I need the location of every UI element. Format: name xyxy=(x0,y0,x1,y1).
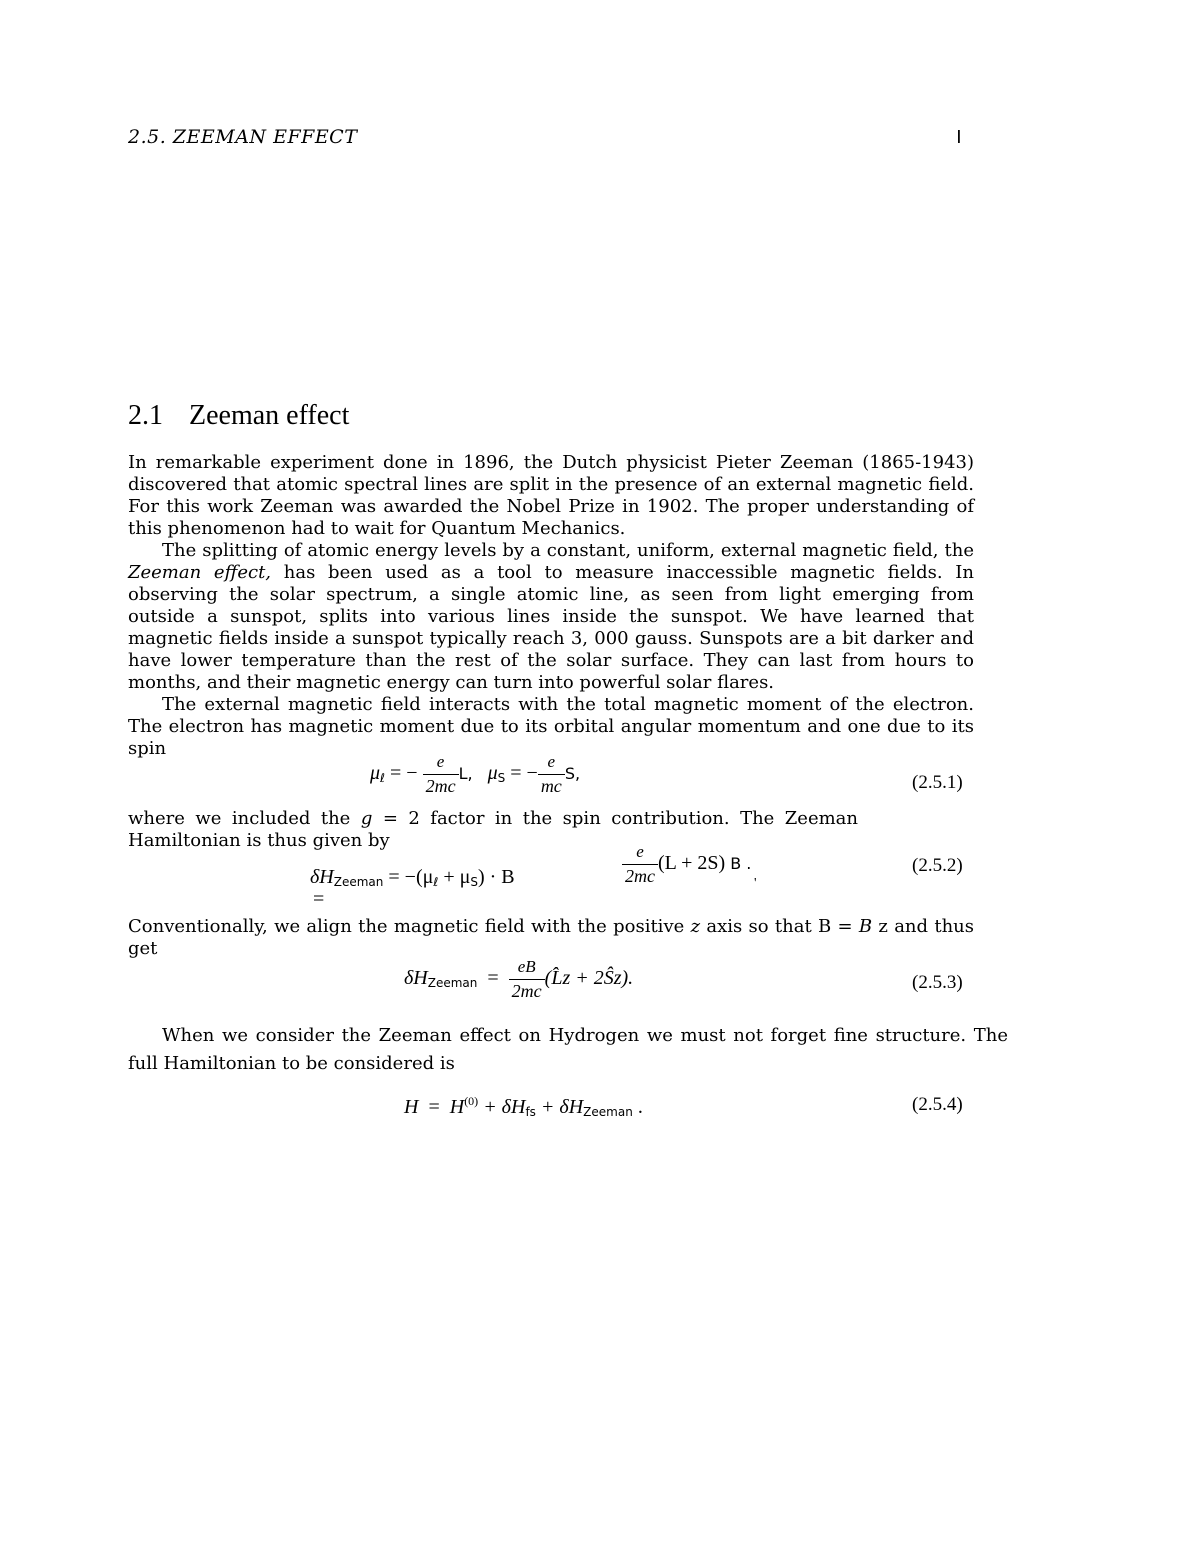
equation-2-5-4: $H = H^{(0)} + \delta H_{fs} + \delta H_{Zeeman}$ . xyxy=(404,1094,643,1119)
section-heading xyxy=(128,400,349,432)
emphasis: Zeeman effect, xyxy=(128,562,272,583)
paragraph: The splitting of atomic energy levels by a constant, uniform, external magnetic field, the Zeeman effect, has been used as a tool to measure inaccessible magnetic fields. In observing the solar spectrum, a single atomic line, as seen from light emerging from outside a sunspot, splits into various lines inside the sunspot. We have learned that magnetic fields inside a sunspot typically reach 3, 000 gauss. Sunspots are a bit darker and have lower temperature than the rest of the solar surface. They can last from hours to months, and their magnetic energy can turn into powerful solar flares. xyxy=(128,540,974,693)
equation-number: (2.5.3) xyxy=(912,972,963,993)
equation-number: (2.5.1) xyxy=(912,772,963,793)
fraction: $\frac{e}{mc}$ xyxy=(538,752,565,797)
body-text-block-4 xyxy=(128,1022,1008,1078)
fraction: $\frac{e}{2mc}$ xyxy=(622,842,658,887)
paragraph: Conventionally, we align the magnetic field with the positive z axis so that B = B z and thus get xyxy=(128,916,975,959)
paragraph: In remarkable experiment done in 1896, the Dutch physicist Pieter Zeeman (1865-1943) discovered that atomic spectral lines are split in the presence of an external magnetic field. For this work Zeeman was awarded the Nobel Prize in 1902. The proper understanding of this phenomenon had to wait for Quantum Mechanics. xyxy=(128,452,974,539)
fraction: $\frac{e}{2mc}$ xyxy=(423,752,459,797)
equation-number: (2.5.4) xyxy=(912,1094,963,1115)
section-number: 2.1 xyxy=(128,400,163,431)
equation-number: (2.5.2) xyxy=(912,855,963,876)
page-number: I xyxy=(956,127,962,148)
fraction: $\frac{eB}{2mc}$ xyxy=(509,957,545,1002)
body-text-block-2 xyxy=(128,808,974,852)
body-text-block-1 xyxy=(128,452,974,760)
running-header xyxy=(128,126,962,148)
equation-2-5-2-eq-sign: = xyxy=(313,888,325,910)
paragraph: where we included the g = 2 factor in the spin contribution. The Zeeman Hamiltonian is thus given by xyxy=(128,808,859,851)
body-text-block-3 xyxy=(128,916,974,960)
equation-tick: ' xyxy=(754,876,757,891)
paragraph: The external magnetic field interacts with the total magnetic moment of the electron. The electron has magnetic moment due to its orbital angular momentum and one due to its spin xyxy=(128,694,974,759)
section-title: Zeeman effect xyxy=(189,400,350,431)
equation-2-5-3: $\delta H_{Zeeman}$ = $\frac{eB}{2mc}$ (L̂z + 2Ŝz). xyxy=(404,957,634,1001)
equation-2-5-2: $\delta H_{Zeeman} = -(\mu_\ell + \mu_S) \cdot B$ xyxy=(310,866,515,889)
running-header-title: 2.5. ZEEMAN EFFECT xyxy=(128,126,358,148)
paragraph: When we consider the Zeeman effect on Hydrogen we must not forget fine structure. The full Hamiltonian to be considered is xyxy=(128,1025,1008,1074)
equation-2-5-2-rhs: $\frac{e}{2mc}$ (L + 2S) B . xyxy=(622,842,751,887)
equation-2-5-1: $\mu_\ell$ = − $\frac{e}{2mc}$ L, $\mu_S$ = − $\frac{e}{mc}$ S, xyxy=(370,752,581,796)
